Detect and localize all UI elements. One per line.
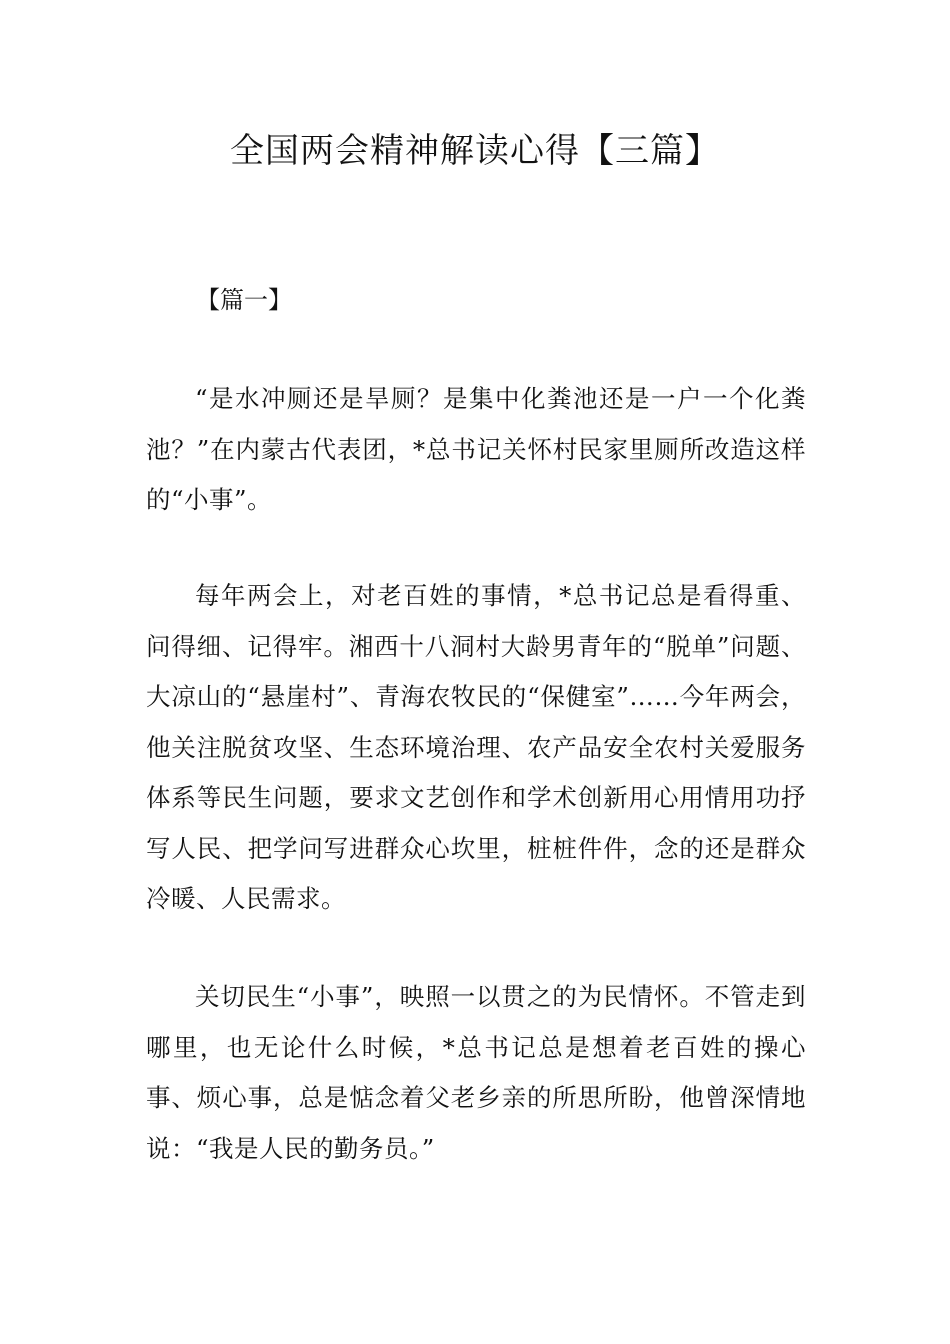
section-heading: 【篇一】 bbox=[196, 286, 292, 314]
paragraph-1: “是水冲厕还是旱厕？是集中化粪池还是一户一个化粪池？”在内蒙古代表团，*总书记关怀村民家里厕所改造这样的“小事”。 bbox=[146, 384, 806, 514]
document-title: 全国两会精神解读心得【三篇】 bbox=[230, 131, 720, 171]
paragraph-3: 关切民生“小事”，映照一以贯之的为民情怀。不管走到哪里，也无论什么时候，*总书记总是想着老百姓的操心事、烦心事，总是惦念着父老乡亲的所思所盼，他曾深情地说：“我是人民的勤务员。” bbox=[146, 982, 806, 1163]
paragraph-2: 每年两会上，对老百姓的事情，*总书记总是看得重、问得细、记得牢。湘西十八洞村大龄男青年的“脱单”问题、大凉山的“悬崖村”、青海农牧民的“保健室”……今年两会，他关注脱贫攻坚、生态环境治理、农产品安全农村关爱服务体系等民生问题，要求文艺创作和学术创新用心用情用功抒写人民、把学问写进群众心坎里，桩桩件件，念的还是群众冷暖、人民需求。 bbox=[146, 581, 806, 913]
